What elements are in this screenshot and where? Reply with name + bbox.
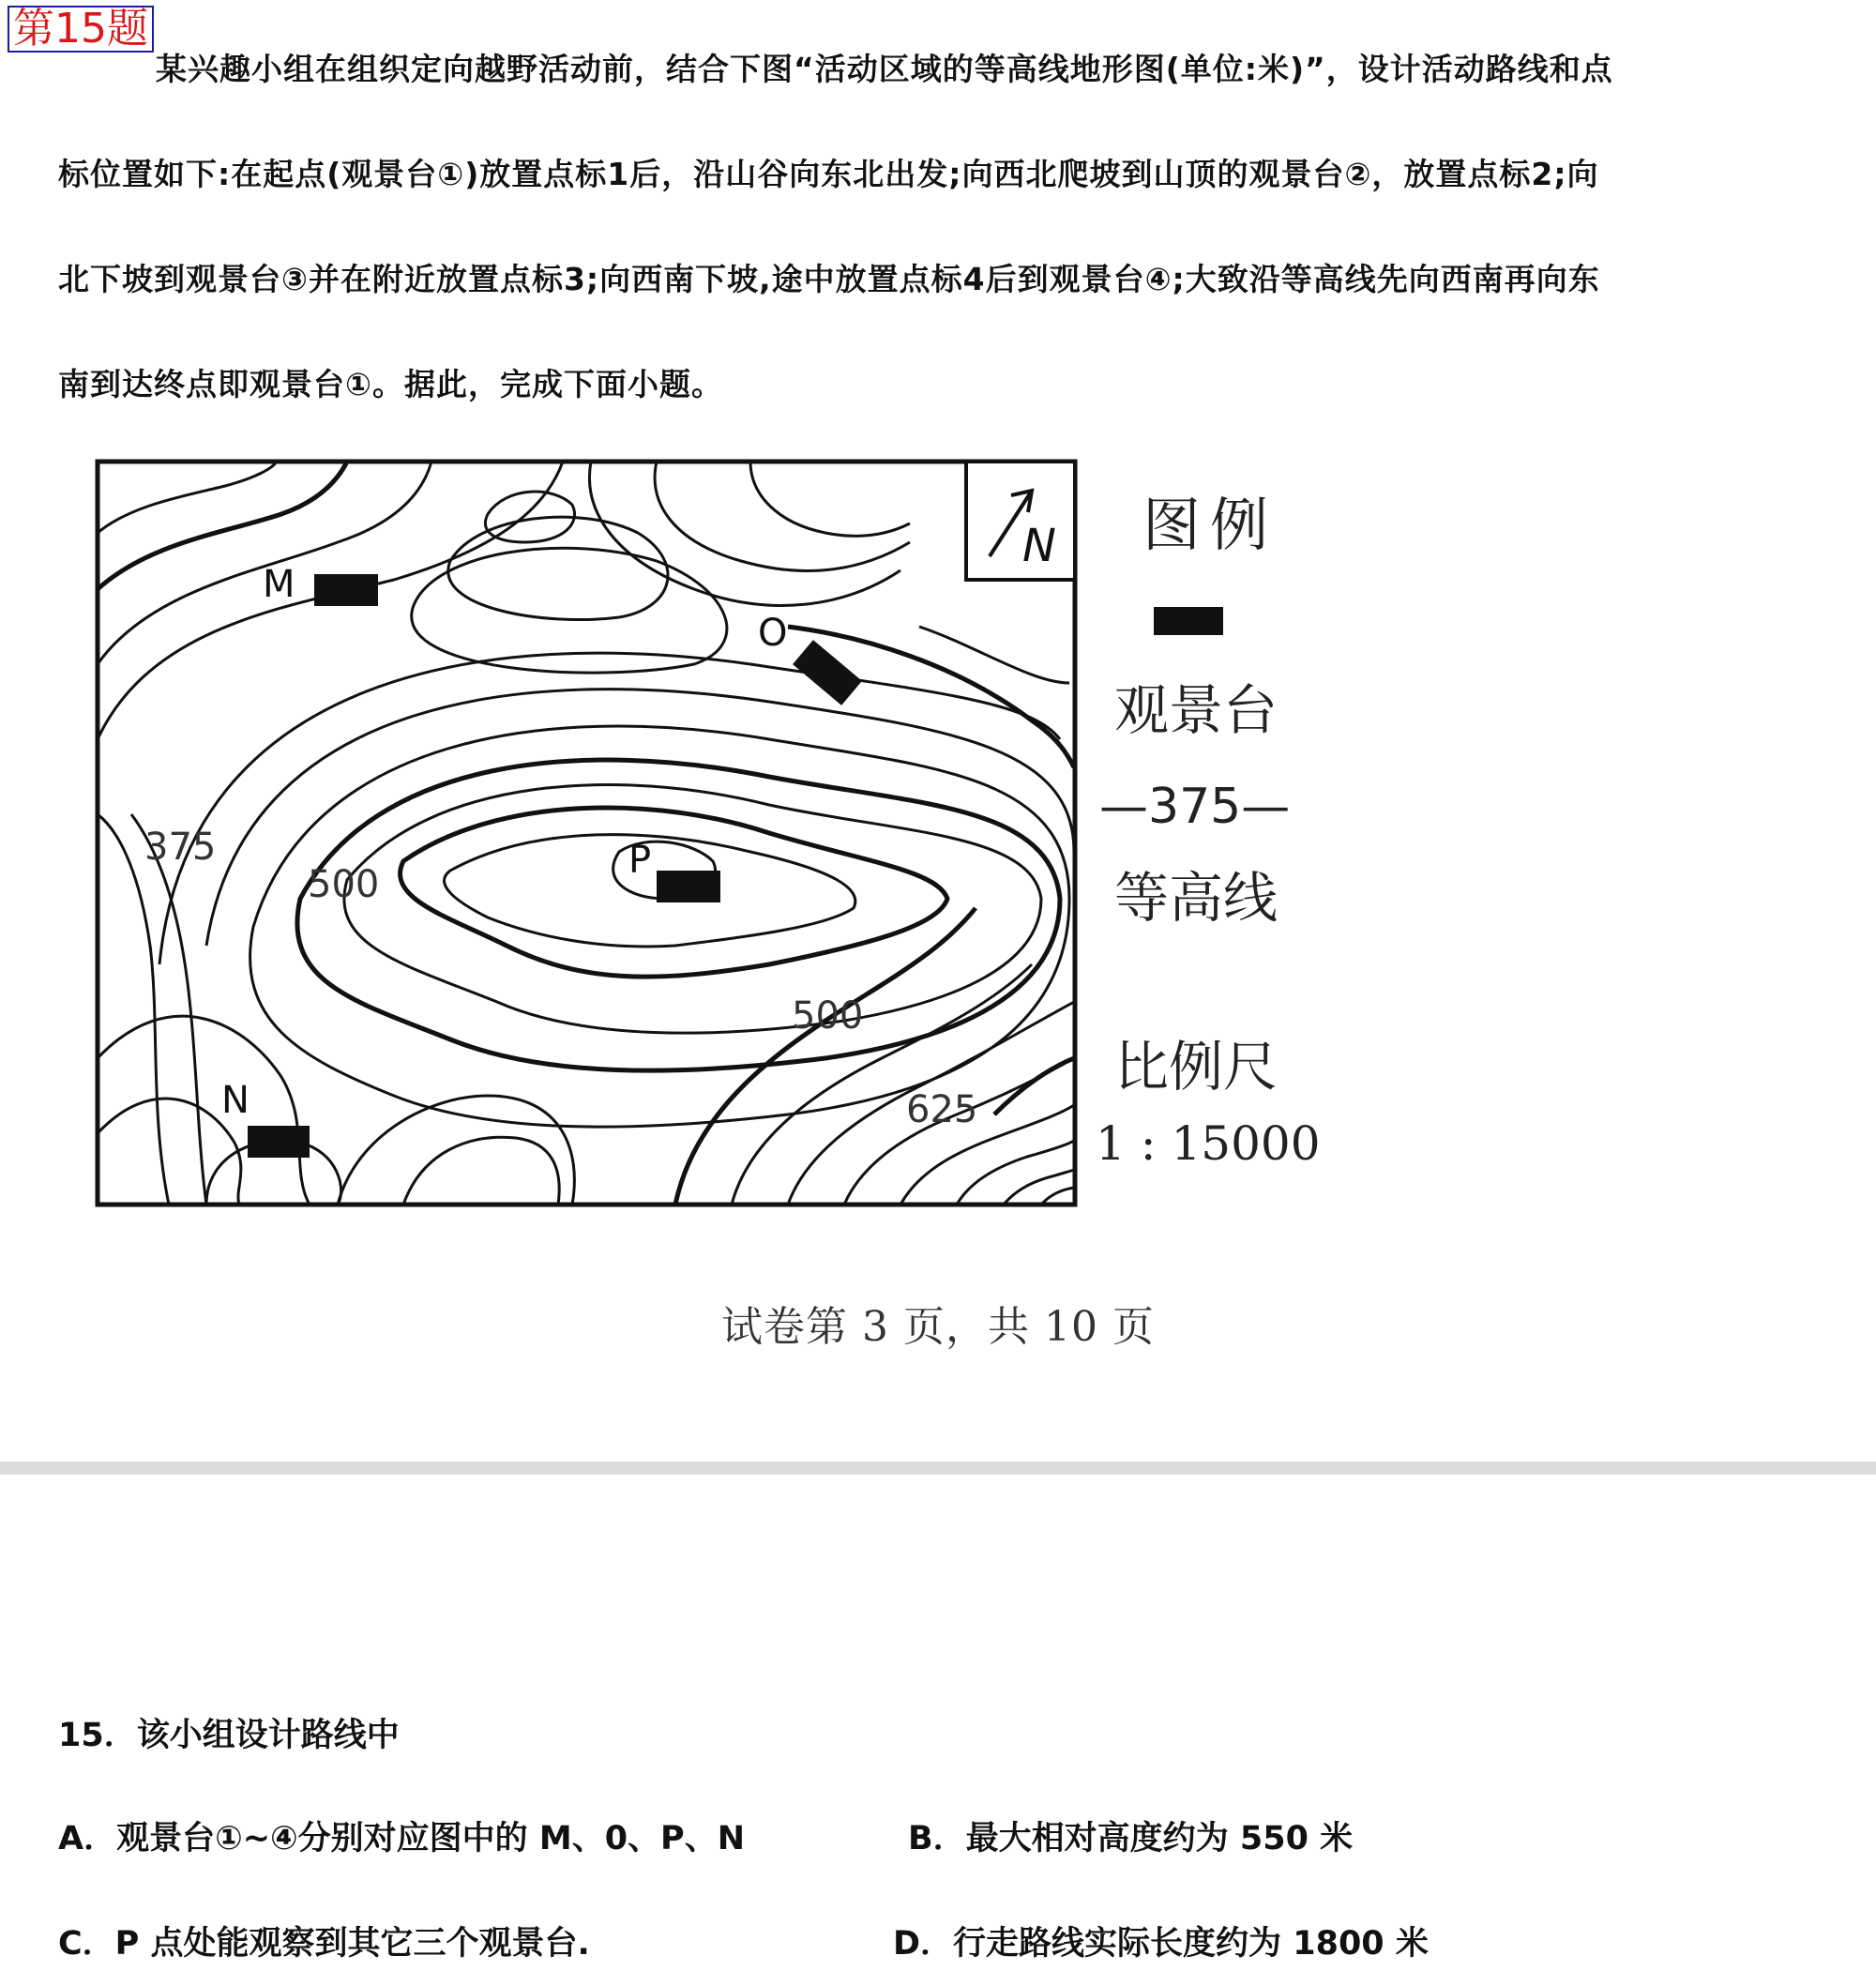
option-b: B．最大相对高度约为 550 米 [908, 1820, 1354, 1857]
north-arrow-box [966, 462, 1075, 580]
point-p-label: P [628, 839, 652, 882]
page-footer: 试卷第 3 页，共 10 页 [721, 1303, 1155, 1351]
legend-scale-value: 1 : 15000 [1096, 1116, 1321, 1171]
option-c: C．P 点处能观察到其它三个观景台. [58, 1925, 590, 1963]
deck-n [248, 1126, 310, 1158]
page-divider [0, 1462, 1876, 1475]
deck-m [314, 574, 378, 606]
legend-scale-title: 比例尺 [1114, 1035, 1278, 1099]
intro-paragraph [58, 17, 1831, 437]
legend-title: 图例 [1142, 491, 1278, 559]
legend-deck-swatch [1154, 607, 1223, 635]
contour-map-svg [94, 458, 1079, 1208]
intro-line-1: 某兴趣小组在组织定向越野活动前，结合下图“活动区域的等高线地形图(单位:米)”，设计活动路线和点 [156, 51, 1613, 87]
contour-label-375: 375 [144, 826, 217, 869]
north-label: N [1022, 520, 1056, 572]
option-d: D．行走路线实际长度约为 1800 米 [893, 1925, 1429, 1963]
north-arrow [966, 462, 1075, 580]
contour-map [94, 458, 1079, 1208]
contour-label-500-left: 500 [308, 863, 380, 906]
question-stem: 15．该小组设计路线中 [58, 1717, 400, 1754]
intro-line-2: 标位置如下:在起点(观景台①)放置点标1后，沿山谷向东北出发;向西北爬坡到山顶的观景台②，放置点标2;向 [58, 156, 1599, 192]
legend-contour-sample: —375— [1099, 779, 1291, 835]
intro-line-3: 北下坡到观景台③并在附近放置点标3;向西南下坡,途中放置点标4后到观景台④;大致沿等高线先向西南再向东 [58, 261, 1600, 297]
option-a: A．观景台①~④分别对应图中的 M、0、P、N [58, 1820, 745, 1857]
legend-contour-label: 等高线 [1114, 866, 1278, 930]
point-n-label: N [221, 1079, 250, 1122]
deck-p [657, 871, 720, 902]
contour-label-625: 625 [906, 1088, 978, 1131]
intro-line-4: 南到达终点即观景台①。据此，完成下面小题。 [58, 366, 723, 402]
point-m-label: M [263, 563, 295, 606]
contour-label-500-right: 500 [792, 994, 864, 1038]
point-o-label: O [758, 612, 788, 655]
legend-deck-label: 观景台 [1114, 678, 1278, 742]
question-number-badge: 第15题 [8, 6, 154, 53]
